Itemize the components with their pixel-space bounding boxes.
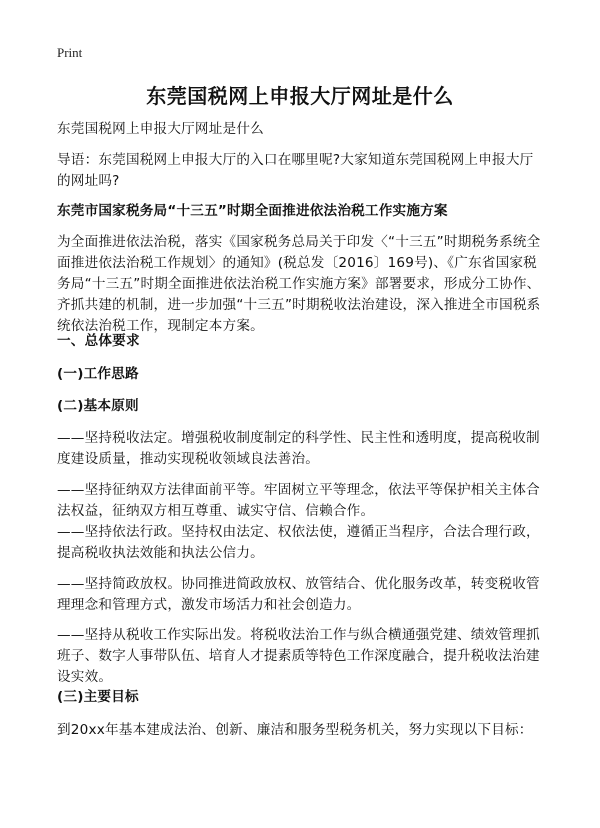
principle-paragraph: ——坚持征纳双方法律面前平等。牢固树立平等理念，依法平等保护相关主体合法权益，征纳双方相互尊重、诚实守信、信赖合作。 [57,482,540,519]
print-link[interactable]: Print [57,45,83,60]
goal-paragraph: 到20xx年基本建成法治、创新、廉洁和服务型税务机关，努力实现以下目标： [57,722,533,738]
heading-general-requirements: 一、总体要求 [57,333,140,349]
heading-work-approach: (一)工作思路 [57,366,139,382]
principle-paragraph: ——坚持税收法定。增强税收制度制定的科学性、民主性和透明度，提高税收制度建设质量，推动实现税收领域良法善治。 [57,430,540,467]
principle-paragraph: ——坚持简政放权。协同推进简政放权、放管结合、优化服务改革，转变税收管理理念和管理方式，激发市场活力和社会创造力。 [57,576,540,613]
intro-paragraph: 导语：东莞国税网上申报大厅的入口在哪里呢?大家知道东莞国税网上申报大厅的网址吗? [57,152,534,189]
opening-paragraph: 为全面推进依法治税，落实《国家税务总局关于印发〈“十三五”时期税务系统全面推进依法治税工作规划〉的通知》(税总发〔2016〕169号)、《广东省国家税务局“十三五”时期全面推进依法治税工作实施方案》部署要求，形成分工协作、齐抓共建的机制，进一步加强“十三五”时期税收法治建设，深入推进全市国税系统依法治税工作，现制定本方案。 [57,234,541,334]
subtitle-text: 东莞国税网上申报大厅网址是什么 [57,121,264,137]
principle-paragraph: ——坚持从税收工作实际出发。将税收法治工作与纵合横通强党建、绩效管理抓班子、数字人事带队伍、培育人才提素质等特色工作深度融合，提升税收法治建设实效。 [57,627,540,685]
heading-main-goals: (三)主要目标 [57,689,139,705]
principle-paragraph: ——坚持依法行政。坚持权由法定、权依法使，遵循正当程序，合法合理行政，提高税收执法效能和执法公信力。 [57,524,540,561]
page-title: 东莞国税网上申报大厅网址是什么 [146,84,454,108]
section-title: 东莞市国家税务局“十三五”时期全面推进依法治税工作实施方案 [57,203,448,219]
heading-basic-principles: (二)基本原则 [57,398,139,414]
